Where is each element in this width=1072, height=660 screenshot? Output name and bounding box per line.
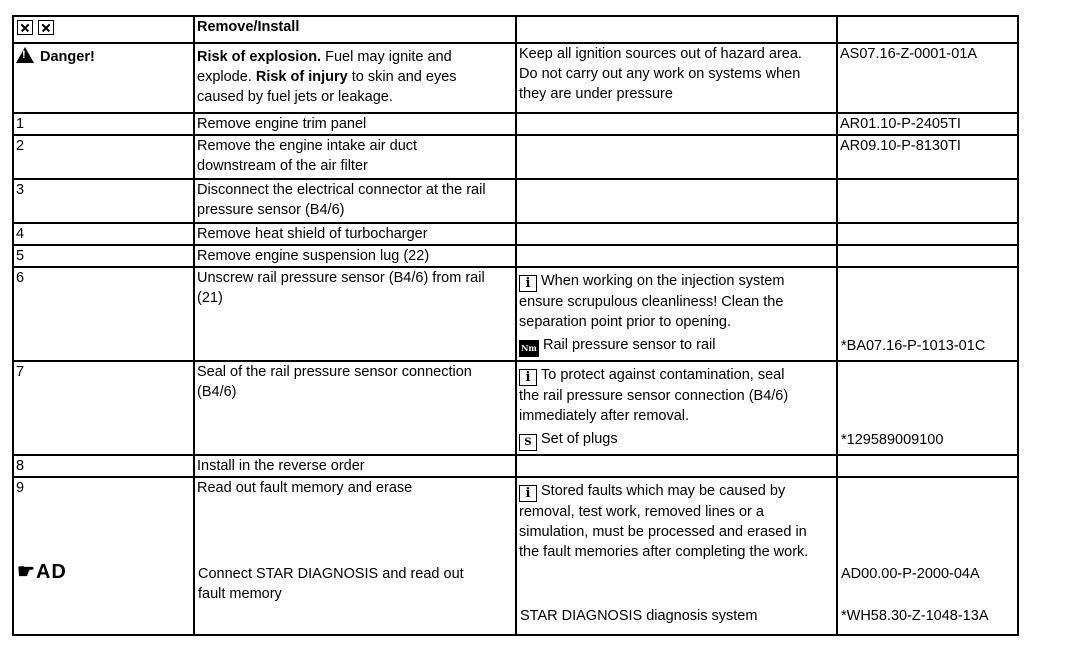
step-text — [194, 477, 516, 635]
danger-ref[interactable]: AS07.16-Z-0001-01A — [837, 43, 1018, 113]
step-info-cell — [516, 179, 837, 223]
note-line: separation point prior to opening. — [519, 314, 732, 330]
step-number: 1 — [13, 113, 194, 135]
step-text — [194, 135, 516, 179]
risk-explosion-text: Fuel may ignite and — [321, 49, 452, 65]
step-number: 9 — [16, 480, 25, 496]
step-ref — [837, 179, 1018, 223]
step-ref[interactable]: AR01.10-P-2405TI — [837, 113, 1018, 135]
risk-explosion-label: Risk of explosion. — [197, 49, 322, 65]
step-number: 8 — [13, 455, 194, 477]
step-row — [13, 135, 1018, 179]
header-empty-cell — [837, 16, 1018, 43]
header-empty-cell — [516, 16, 837, 43]
step-info-cell — [516, 361, 837, 455]
procedure-table — [12, 15, 1019, 636]
step-info-cell — [516, 245, 837, 267]
danger-line3: caused by fuel jets or leakage. — [197, 89, 393, 105]
special-tool-icon: S — [519, 434, 537, 451]
spec-text[interactable]: Rail pressure sensor to rail — [543, 337, 716, 353]
step-text — [194, 267, 516, 361]
header-icons-cell — [13, 16, 194, 43]
risk-injury-label: Risk of injury — [255, 69, 348, 85]
step-row — [13, 267, 1018, 361]
note-line: removal, test work, removed lines or a — [519, 504, 764, 520]
step-number: 7 — [13, 361, 194, 455]
pointing-hand-icon: ☛ — [17, 561, 36, 583]
step-row — [13, 113, 1018, 135]
step-text: Remove heat shield of turbocharger — [194, 223, 516, 245]
step-ref — [837, 455, 1018, 477]
danger-line2-text: explode. — [197, 69, 256, 85]
note-line: the rail pressure sensor connection (B4/6) — [519, 388, 789, 404]
ad-ref[interactable]: AD00.00-P-2000-04A — [841, 566, 980, 582]
ad-line: Connect STAR DIAGNOSIS and read out — [198, 566, 464, 582]
expand-icon[interactable] — [17, 20, 33, 35]
step-row — [13, 179, 1018, 223]
torque-icon: Nm — [519, 340, 539, 357]
note-line: immediately after removal. — [519, 408, 690, 424]
step-line: (B4/6) — [197, 384, 237, 400]
step-number: 6 — [13, 267, 194, 361]
tool-text[interactable]: STAR DIAGNOSIS diagnosis system — [520, 608, 758, 624]
danger-text-cell — [194, 43, 516, 113]
step-text — [194, 361, 516, 455]
info-icon: i — [519, 485, 537, 502]
step-ref[interactable]: *129589009100 — [841, 432, 944, 448]
step-line: Seal of the rail pressure sensor connection — [197, 364, 472, 380]
tool-text[interactable]: Set of plugs — [541, 431, 618, 447]
header-row — [13, 16, 1018, 43]
step-text: Install in the reverse order — [194, 455, 516, 477]
note-line: simulation, must be processed and erased in — [519, 524, 807, 540]
note-line: To protect against contamination, seal — [541, 367, 785, 383]
step-row — [13, 245, 1018, 267]
danger-row — [13, 43, 1018, 113]
danger-measure-line: Keep all ignition sources out of hazard area. — [519, 46, 802, 62]
step-row — [13, 223, 1018, 245]
ad-line: fault memory — [198, 586, 282, 602]
step-ref-cell — [837, 477, 1018, 635]
danger-measure-cell — [516, 43, 837, 113]
step-ref-cell — [837, 267, 1018, 361]
step-ref-cell — [837, 361, 1018, 455]
step-line: Read out fault memory and erase — [197, 480, 413, 496]
step-line: pressure sensor (B4/6) — [197, 202, 345, 218]
step-number: 5 — [13, 245, 194, 267]
collapse-icon[interactable] — [38, 20, 54, 35]
step-number: 3 — [13, 179, 194, 223]
info-icon: i — [519, 369, 537, 386]
danger-measure-line: Do not carry out any work on systems when — [519, 66, 801, 82]
step-line: (21) — [197, 290, 223, 306]
step-ref[interactable]: AR09.10-P-8130TI — [837, 135, 1018, 179]
step-number: 4 — [13, 223, 194, 245]
info-icon: i — [519, 275, 537, 292]
warning-triangle-icon — [16, 47, 34, 63]
step-text: Remove engine trim panel — [194, 113, 516, 135]
step-number: 2 — [13, 135, 194, 179]
step-info-cell — [516, 113, 837, 135]
step-ref[interactable]: *BA07.16-P-1013-01C — [841, 338, 986, 354]
step-text: Remove engine suspension lug (22) — [194, 245, 516, 267]
step-number-cell — [13, 477, 194, 635]
step-line: Remove the engine intake air duct — [197, 138, 418, 154]
step-text — [194, 179, 516, 223]
step-row — [13, 477, 1018, 635]
step-ref — [837, 245, 1018, 267]
step-line: Disconnect the electrical connector at the rail — [197, 182, 486, 198]
note-line: When working on the injection system — [541, 273, 785, 289]
danger-label: Danger! — [40, 49, 95, 65]
step-info-cell — [516, 477, 837, 635]
note-line: ensure scrupulous cleanliness! Clean the — [519, 294, 784, 310]
ad-label: AD — [35, 561, 67, 583]
danger-line2-tail: to skin and eyes — [347, 69, 457, 85]
note-line: the fault memories after completing the work. — [519, 544, 809, 560]
tool-ref[interactable]: *WH58.30-Z-1048-13A — [841, 608, 989, 624]
danger-label-cell — [13, 43, 194, 113]
header-title: Remove/Install — [194, 16, 516, 43]
step-info-cell — [516, 223, 837, 245]
step-info-cell — [516, 267, 837, 361]
step-row — [13, 361, 1018, 455]
step-info-cell — [516, 135, 837, 179]
note-line: Stored faults which may be caused by — [541, 483, 786, 499]
step-info-cell — [516, 455, 837, 477]
step-line: downstream of the air filter — [197, 158, 368, 174]
step-line: Unscrew rail pressure sensor (B4/6) from rail — [197, 270, 485, 286]
step-ref — [837, 223, 1018, 245]
step-row — [13, 455, 1018, 477]
danger-measure-line: they are under pressure — [519, 86, 673, 102]
